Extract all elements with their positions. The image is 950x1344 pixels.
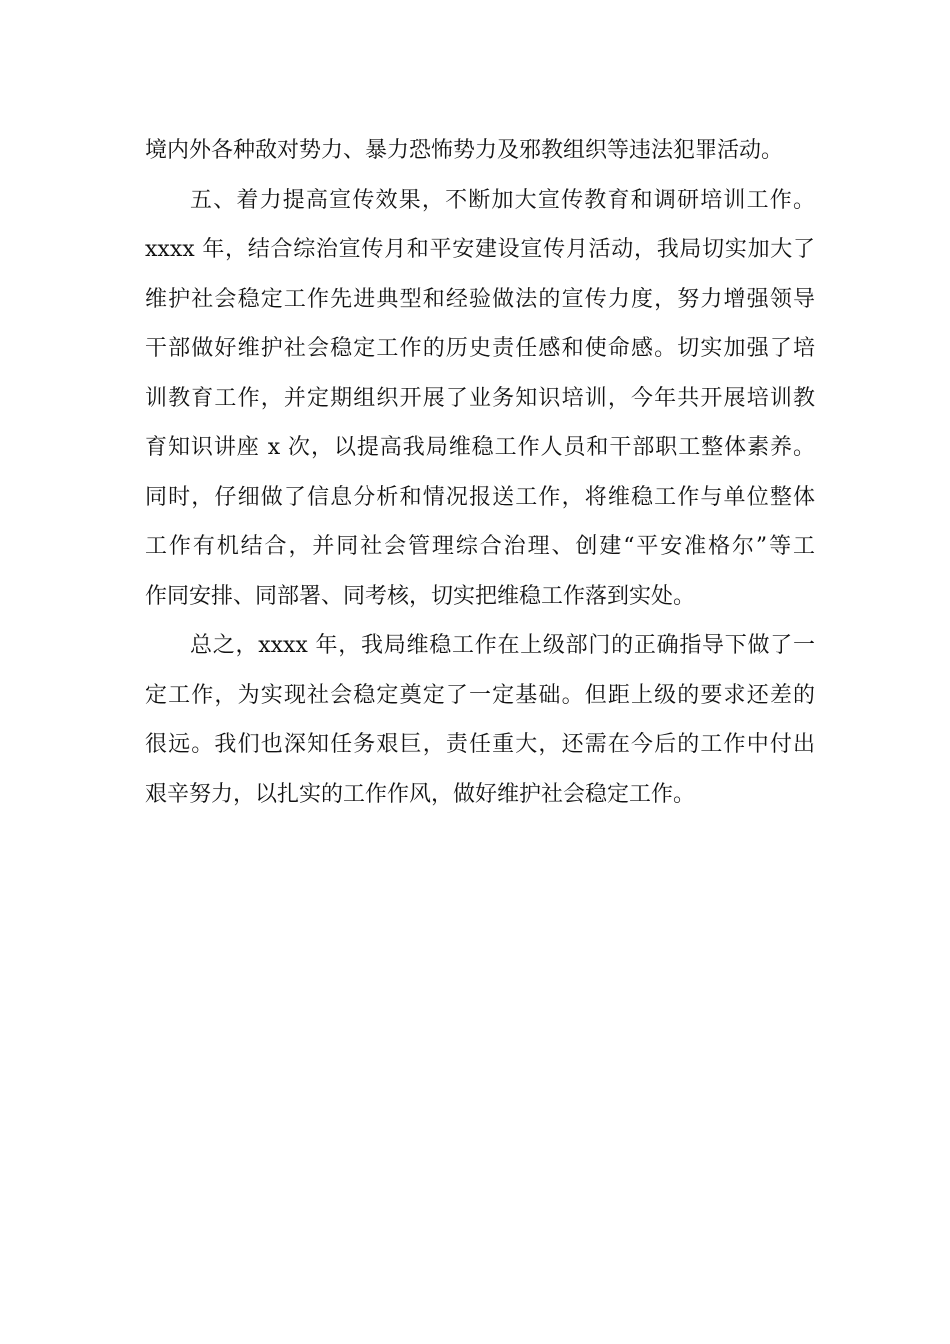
text-line: 很远。我们也深知任务艰巨，责任重大，还需在今后的工作中付出	[145, 732, 815, 757]
text-line: 境内外各种敌对势力、暴力恐怖势力及邪教组织等违法犯罪活动。	[145, 138, 784, 163]
text-line: 工作有机结合，并同社会管理综合治理、创建“平安准格尔”等工	[145, 534, 815, 559]
text-line: 维护社会稳定工作先进典型和经验做法的宣传力度，努力增强领导	[145, 286, 815, 312]
text-line: 艰辛努力，以扎实的工作作风，做好维护社会稳定工作。	[145, 781, 696, 807]
text-line: 作同安排、同部署、同考核，切实把维稳工作落到实处。	[145, 583, 696, 609]
conclusion-line: 总之，xxxx 年，我局维稳工作在上级部门的正确指导下做了一	[190, 633, 815, 658]
text-line: 同时，仔细做了信息分析和情况报送工作，将维稳工作与单位整体	[145, 484, 815, 510]
text-line: xxxx 年，结合综治宣传月和平安建设宣传月活动，我局切实加大了	[145, 237, 815, 262]
section-heading-line: 五、着力提高宣传效果，不断加大宣传教育和调研培训工作。	[190, 187, 815, 213]
text-line: 育知识讲座 x 次，以提高我局维稳工作人员和干部职工整体素养。	[145, 435, 815, 460]
document-body	[145, 126, 815, 819]
text-line: 干部做好维护社会稳定工作的历史责任感和使命感。切实加强了培	[145, 336, 815, 361]
text-line: 训教育工作，并定期组织开展了业务知识培训，今年共开展培训教	[145, 385, 815, 411]
text-line: 定工作，为实现社会稳定奠定了一定基础。但距上级的要求还差的	[145, 682, 815, 708]
